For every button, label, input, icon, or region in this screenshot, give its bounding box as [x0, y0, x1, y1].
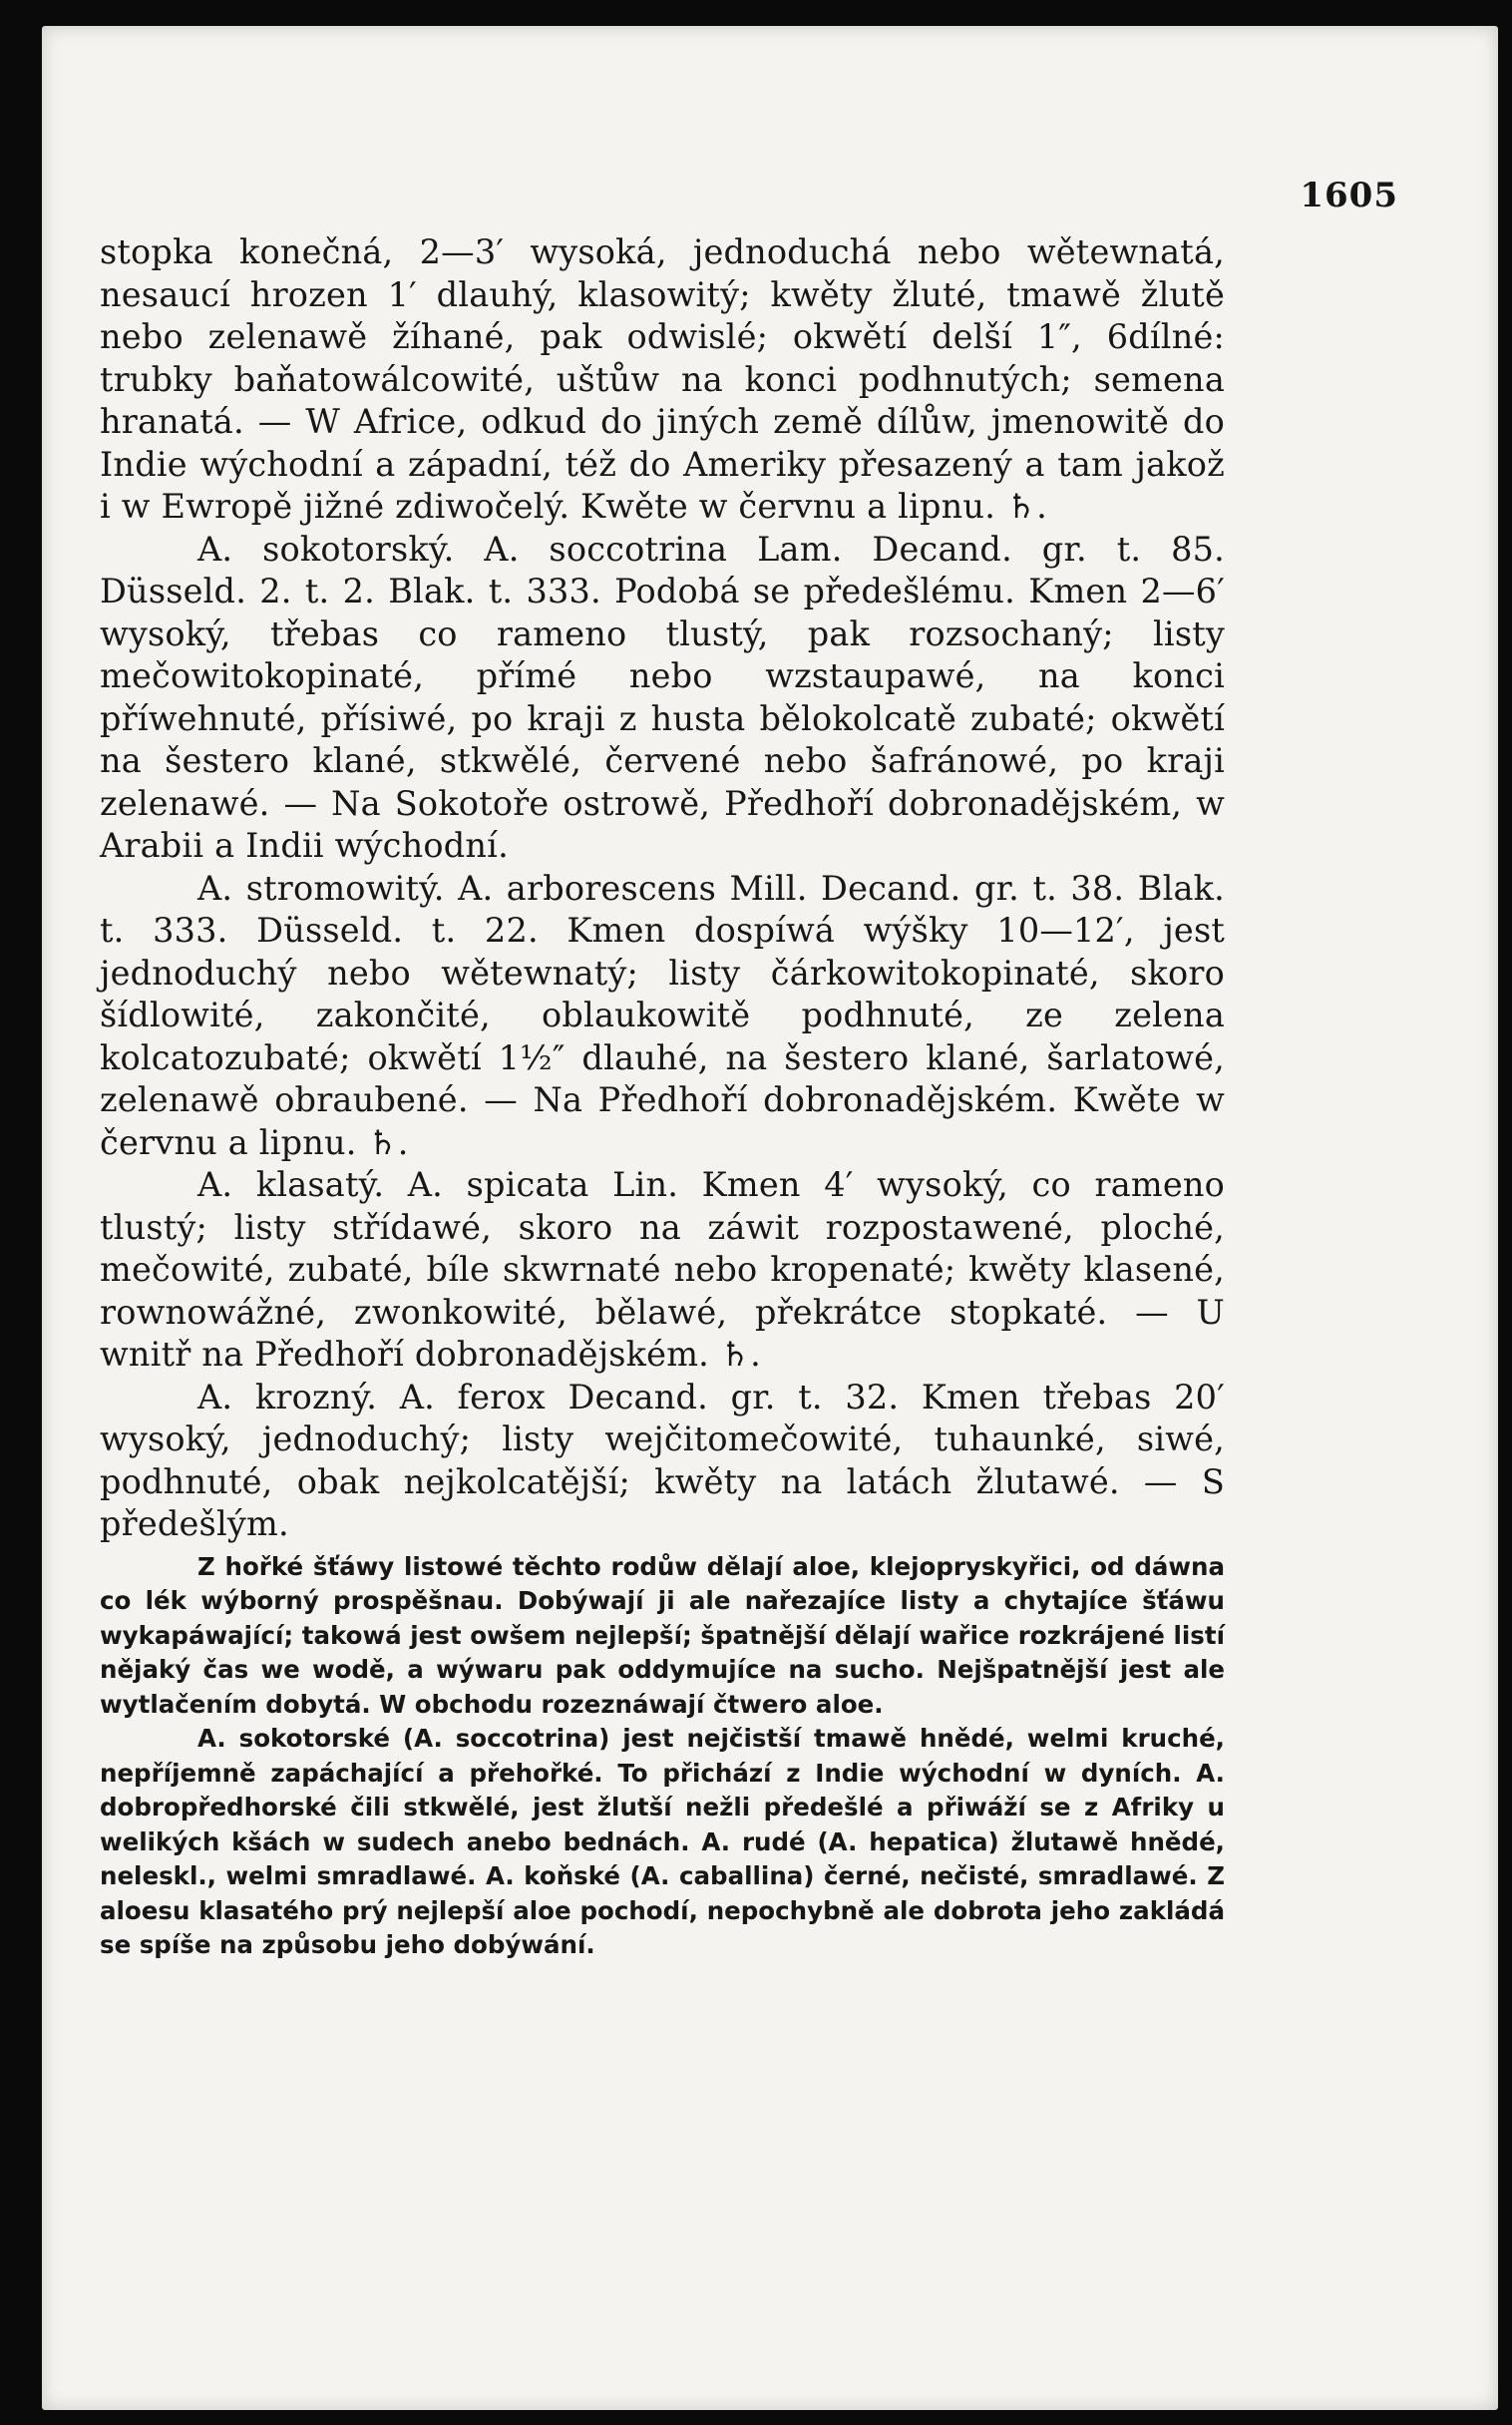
note-2: A. sokotorské (A. soccotrina) jest nejčistší tmawě hnědé, welmi kruché, nepříjemně zapáchající a přehořké. To přichází z Indie wýchodní w dyních. A. dobropředhorské čili stkwělé, jest žlutší nežli předešlé a přiwáží se z Afriky u welikých kšách w sudech anebo bednách. A. rudé (A. hepatica) žlutawě hnědé, neleskl., welmi smradlawé. A. koňské (A. caballina) černé, nečisté, smradlawé. Z aloesu klasatého prý nejlepší aloe pochodí, nepochybně ale dobrota jeho zakládá se spíše na způsobu jeho dobýwání. [100, 1724, 1225, 1959]
paragraph-2: A. sokotorský. A. soccotrina Lam. Decand. gr. t. 85. Düsseld. 2. t. 2. Blak. t. 333. Podobá se předešlému. Kmen 2—6′ wysoký, třebas co rameno tlustý, pak rozsochaný; listy mečowitokopinaté, přímé nebo wzstaupawé, na konci příwehnuté, přísiwé, po kraji z husta bělokolcatě zubaté; okwětí na šestero klané, stkwělé, červené nebo šafránowé, po kraji zelenawé. — Na Sokotoře ostrowě, Předhoří dobronadějském, w Arabii a Indii wýchodní. [100, 529, 1225, 865]
page-text [100, 231, 1225, 1963]
paragraph-4: A. klasatý. A. spicata Lin. Kmen 4′ wysoký, co rameno tlustý; listy střídawé, skoro na záwit rozpostawené, ploché, mečowité, zubaté, bíle skwrnaté nebo kropenaté; kwěty klasené, rownowážné, zwonkowité, bělawé, překrátce stopkaté. — U wnitř na Předhoří dobronadějském. ♄. [100, 1165, 1225, 1374]
paragraph-5: A. krozný. A. ferox Decand. gr. t. 32. Kmen třebas 20′ wysoký, jednoduchý; listy wejčitomečowité, tuhaunké, siwé, podhnuté, obak nejkolcatější; kwěty na latách žlutawé. — S předešlým. [100, 1377, 1225, 1543]
paragraph-1: stopka konečná, 2—3′ wysoká, jednoduchá nebo wětewnatá, nesaucí hrozen 1′ dlauhý, klasowitý; kwěty žluté, tmawě žlutě nebo zelenawě žíhané, pak odwislé; okwětí delší 1″, 6dílné: trubky baňatowálcowité, uštůw na konci podhnutých; semena hranatá. — W Africe, odkud do jiných země dílůw, jmenowitě do Indie wýchodní a západní, též do Ameriky přesazený a tam jakož i w Ewropě jižné zdiwočelý. Kwěte w červnu a lipnu. ♄. [100, 232, 1225, 526]
book-page [42, 26, 1498, 2410]
paragraph-3: A. stromowitý. A. arborescens Mill. Decand. gr. t. 38. Blak. t. 333. Düsseld. t. 22. Kmen dospíwá wýšky 10—12′, jest jednoduchý nebo wětewnatý; listy čárkowitokopinaté, skoro šídlowité, zakončité, oblaukowitě podhnuté, ze zelena kolcatozubaté; okwětí 1½″ dlauhé, na šestero klané, šarlatowé, zelenawě obraubené. — Na Předhoří dobronadějském. Kwěte w červnu a lipnu. ♄. [100, 868, 1225, 1162]
page-number: 1605 [1300, 176, 1398, 215]
main-text [100, 231, 1225, 1546]
note-1: Z hořké šťáwy listowé těchto rodůw dělají aloe, klejopryskyřici, od dáwna co lék wýborný prospěšnau. Dobýwají ji ale nařezajíce listy a chytajíce šťáwu wykapáwající; takowá jest owšem nejlepší; špatnější dělají wařice rozkrájené listí nějaký čas we wodě, a wýwaru pak oddymujíce na sucho. Nejšpatnější jest ale wytlačením dobytá. W obchodu rozeznáwají čtwero aloe. [100, 1551, 1225, 1719]
footnotes [100, 1550, 1225, 1963]
